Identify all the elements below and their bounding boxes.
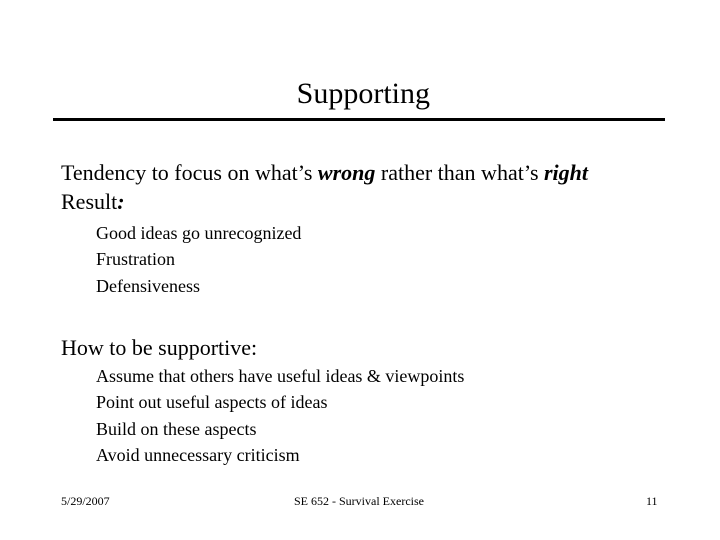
- tendency-line: [61, 160, 588, 186]
- how-item-4: Avoid unnecessary criticism: [96, 445, 300, 465]
- how-item-2: Point out useful aspects of ideas: [96, 392, 328, 412]
- slide-title-text: Supporting: [296, 77, 430, 110]
- tendency-prefix: Tendency to focus on what’s: [61, 160, 318, 185]
- tendency-right: right: [544, 160, 589, 185]
- footer-date: 5/29/2007: [61, 494, 110, 508]
- how-heading: How to be supportive:: [61, 335, 258, 360]
- result-item-2: Frustration: [96, 249, 175, 269]
- result-line: [61, 189, 125, 215]
- result-item-3: Defensiveness: [96, 276, 200, 296]
- title-divider: [53, 118, 665, 121]
- result-colon: :: [117, 189, 125, 214]
- how-item-3: Build on these aspects: [96, 419, 257, 439]
- footer-page-number: 11: [646, 494, 658, 508]
- slide-title: [60, 76, 660, 112]
- tendency-middle: rather than what’s: [375, 160, 544, 185]
- how-item-1: Assume that others have useful ideas & viewpoints: [96, 366, 465, 386]
- tendency-wrong: wrong: [317, 160, 376, 185]
- footer-title: SE 652 - Survival Exercise: [294, 494, 424, 508]
- result-item-1: Good ideas go unrecognized: [96, 223, 302, 243]
- result-label: Result: [61, 189, 118, 214]
